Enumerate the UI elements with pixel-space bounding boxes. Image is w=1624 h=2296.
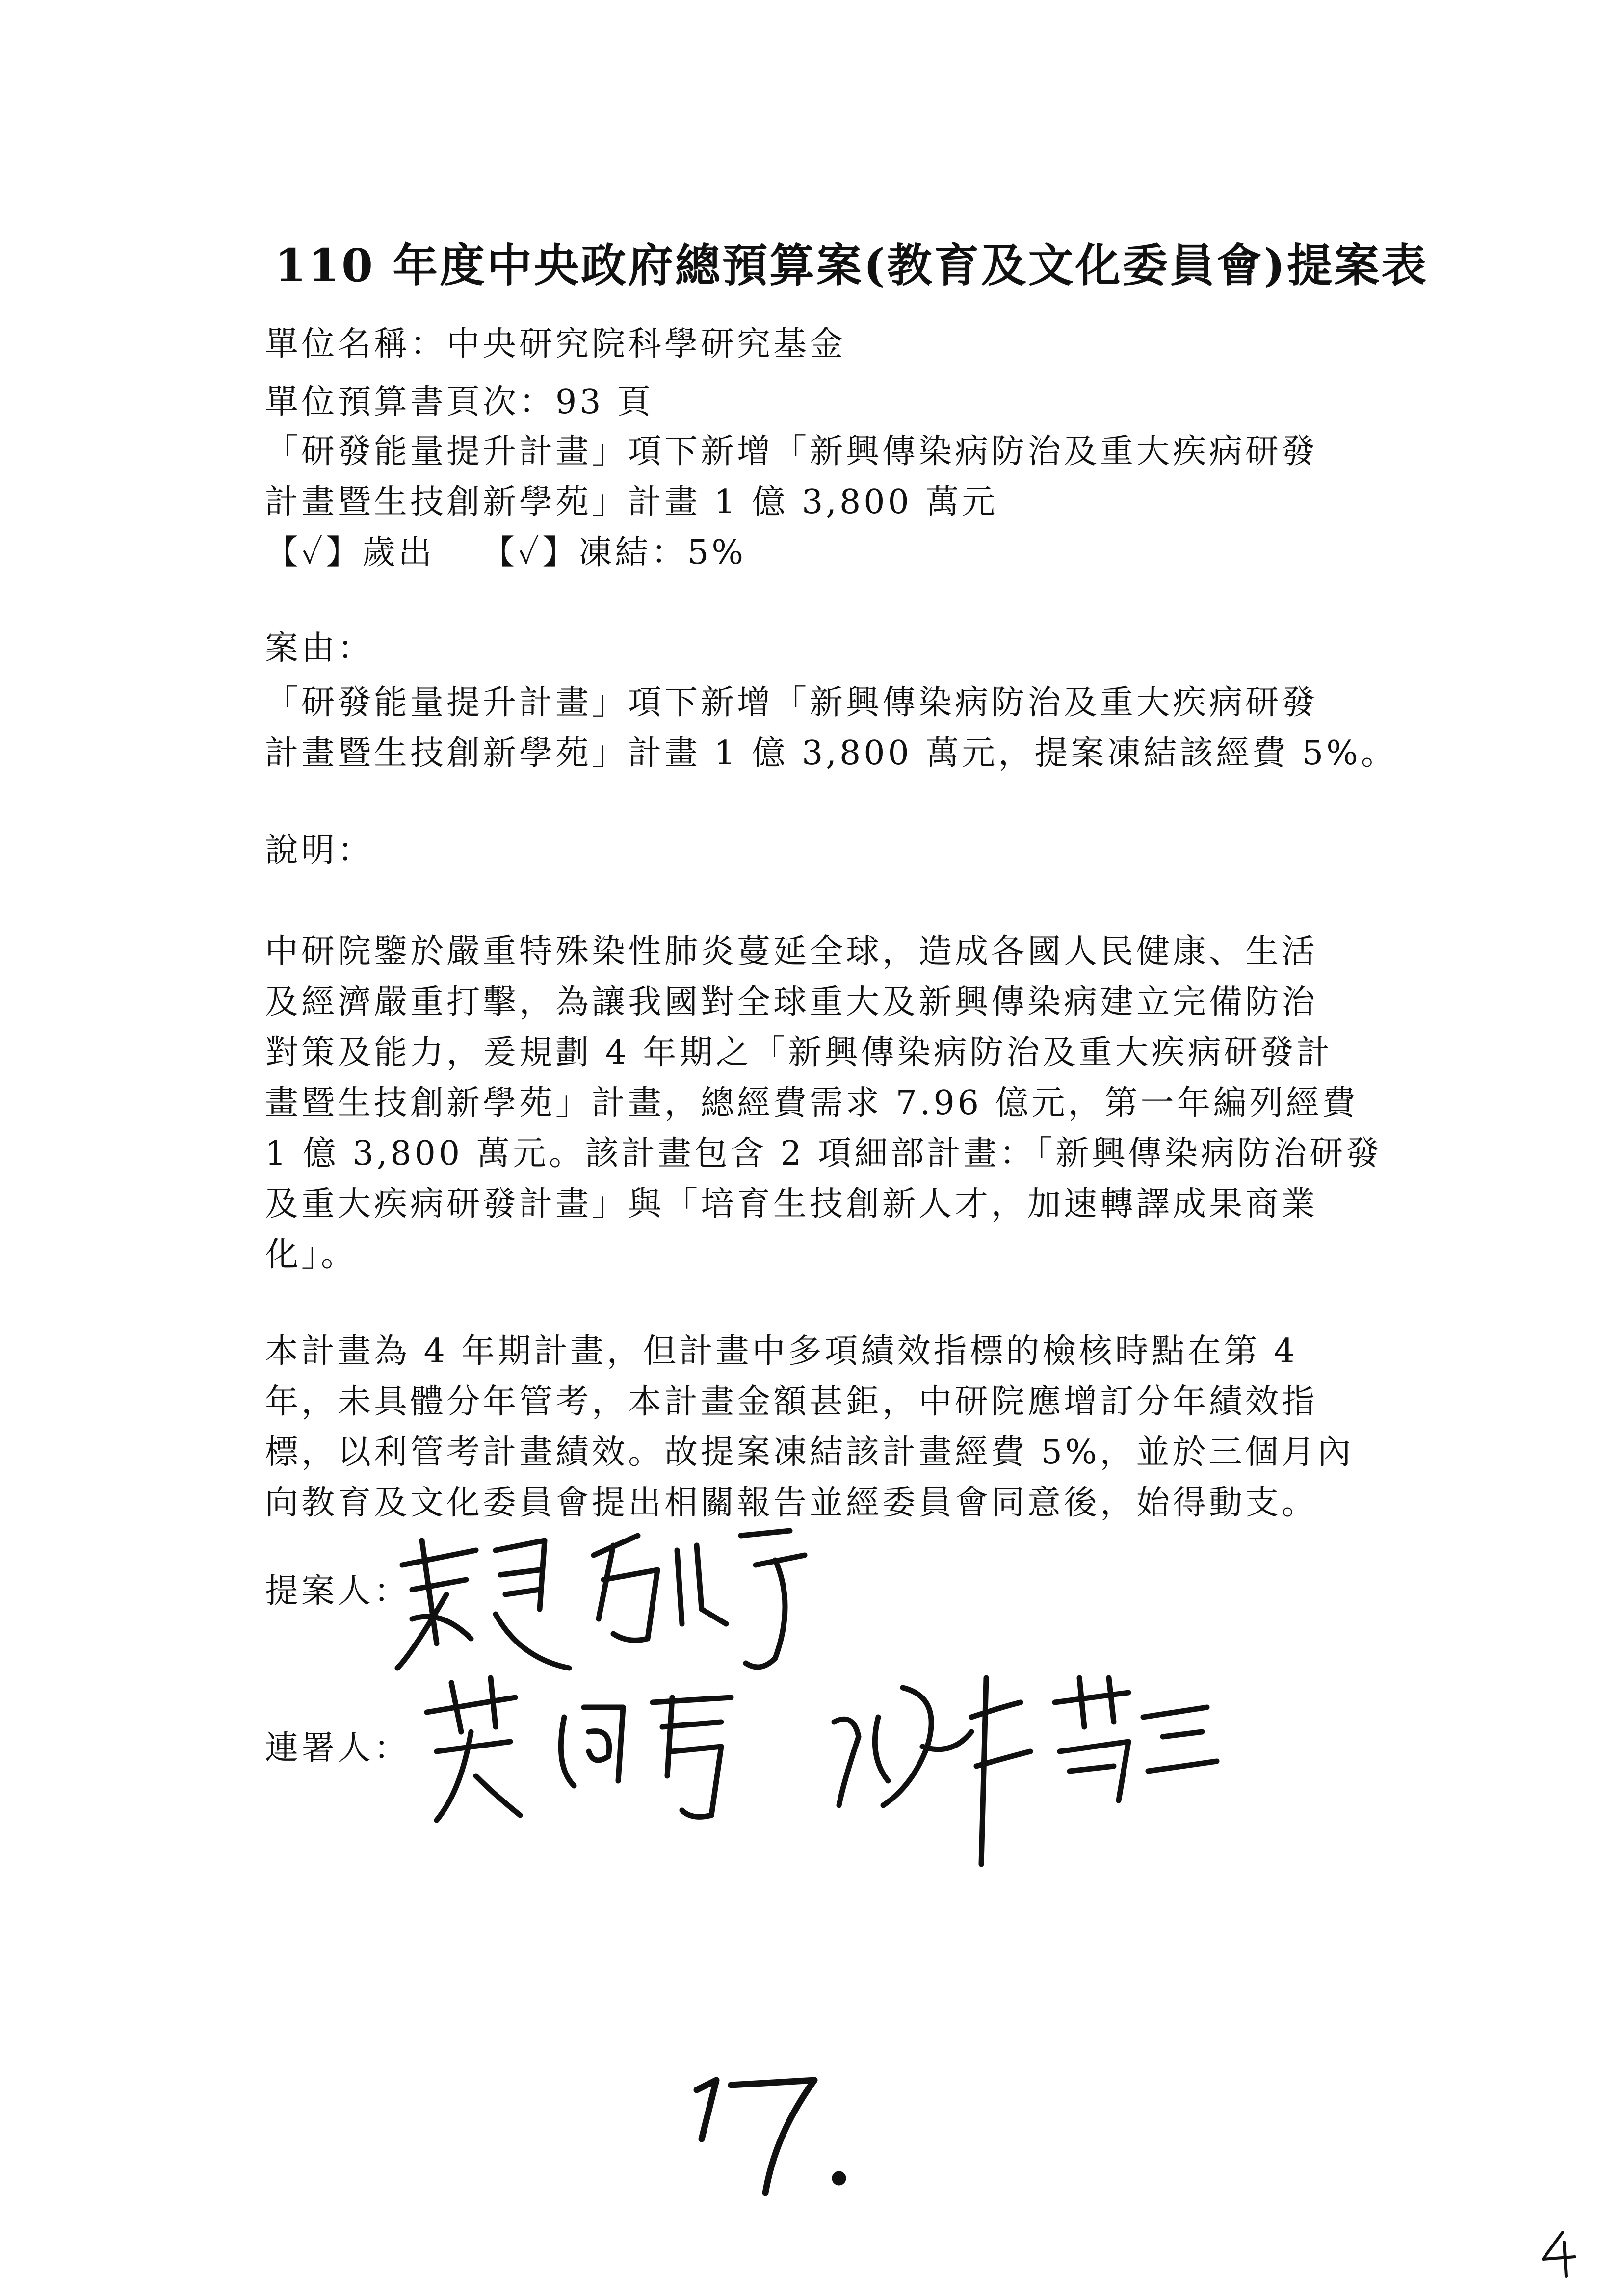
item-line-2: 計畫暨生技創新學苑」計畫 1 億 3,800 萬元 [265, 483, 998, 522]
explanation-heading: 說明： [265, 831, 374, 870]
page-number [1536, 2227, 1585, 2281]
expenditure-label: 歲出 [362, 533, 435, 572]
para-line: 標，以利管考計畫績效。故提案凍結該計畫經費 5%，並於三個月內 [265, 1433, 1354, 1472]
para-line: 1 億 3,800 萬元。該計畫包含 2 項細部計畫：「新興傳染病防治研發 [265, 1134, 1383, 1173]
para-line: 化」。 [265, 1235, 358, 1274]
item-line-1: 「研發能量提升計畫」項下新增「新興傳染病防治及重大疾病研發 [265, 432, 1318, 471]
check-mark-icon: ✓ [301, 533, 326, 572]
para-line: 中研院鑒於嚴重特殊染性肺炎蔓延全球，造成各國人民健康、生活 [265, 932, 1318, 971]
freeze-checkbox: 【✓】 [481, 533, 579, 572]
case-heading: 案由： [265, 629, 374, 668]
budget-page: 單位預算書頁次：93 頁 [265, 383, 654, 421]
para-line: 及重大疾病研發計畫」與「培育生技創新人才，加速轉譯成果商業 [265, 1185, 1318, 1224]
unit-name: 單位名稱：中央研究院科學研究基金 [265, 325, 846, 364]
explanation-para-1 [265, 925, 1393, 1278]
para-line: 對策及能力，爰規劃 4 年期之「新興傳染病防治及重大疾病研發計 [265, 1033, 1333, 1072]
case-line: 「研發能量提升計畫」項下新增「新興傳染病防治及重大疾病研發 [265, 683, 1318, 722]
para-line: 本計畫為 4 年期計畫，但計畫中多項績效指標的檢核時點在第 4 [265, 1332, 1298, 1371]
cosigner-signature-2 [824, 1658, 1227, 1884]
case-line: 計畫暨生技創新學苑」計畫 1 億 3,800 萬元，提案凍結該經費 5%。 [265, 734, 1397, 773]
check-mark-icon: ✓ [518, 533, 543, 572]
para-line: 向教育及文化委員會提出相關報告並經委員會同意後，始得動支。 [265, 1484, 1318, 1522]
checkbox-row [265, 533, 746, 572]
case-body [265, 676, 1397, 777]
freeze-label: 凍結：5% [578, 533, 746, 572]
handwritten-number [687, 2051, 873, 2203]
expenditure-checkbox: 【✓】 [265, 533, 362, 572]
para-line: 及經濟嚴重打擊，為讓我國對全球重大及新興傳染病建立完備防治 [265, 983, 1318, 1021]
proposer-signature [383, 1496, 824, 1683]
para-line: 畫暨生技創新學苑」計畫，總經費需求 7.96 億元，第一年編列經費 [265, 1084, 1359, 1122]
cosigner-signature-1 [417, 1668, 760, 1830]
page-title: 110 年度中央政府總預算案(教育及文化委員會)提案表 [275, 239, 1429, 292]
para-line: 年，未具體分年管考，本計畫金額甚鉅，中研院應增訂分年績效指 [265, 1383, 1318, 1421]
proposer-label: 提案人： [265, 1572, 411, 1611]
cosigner-label: 連署人： [265, 1729, 411, 1768]
